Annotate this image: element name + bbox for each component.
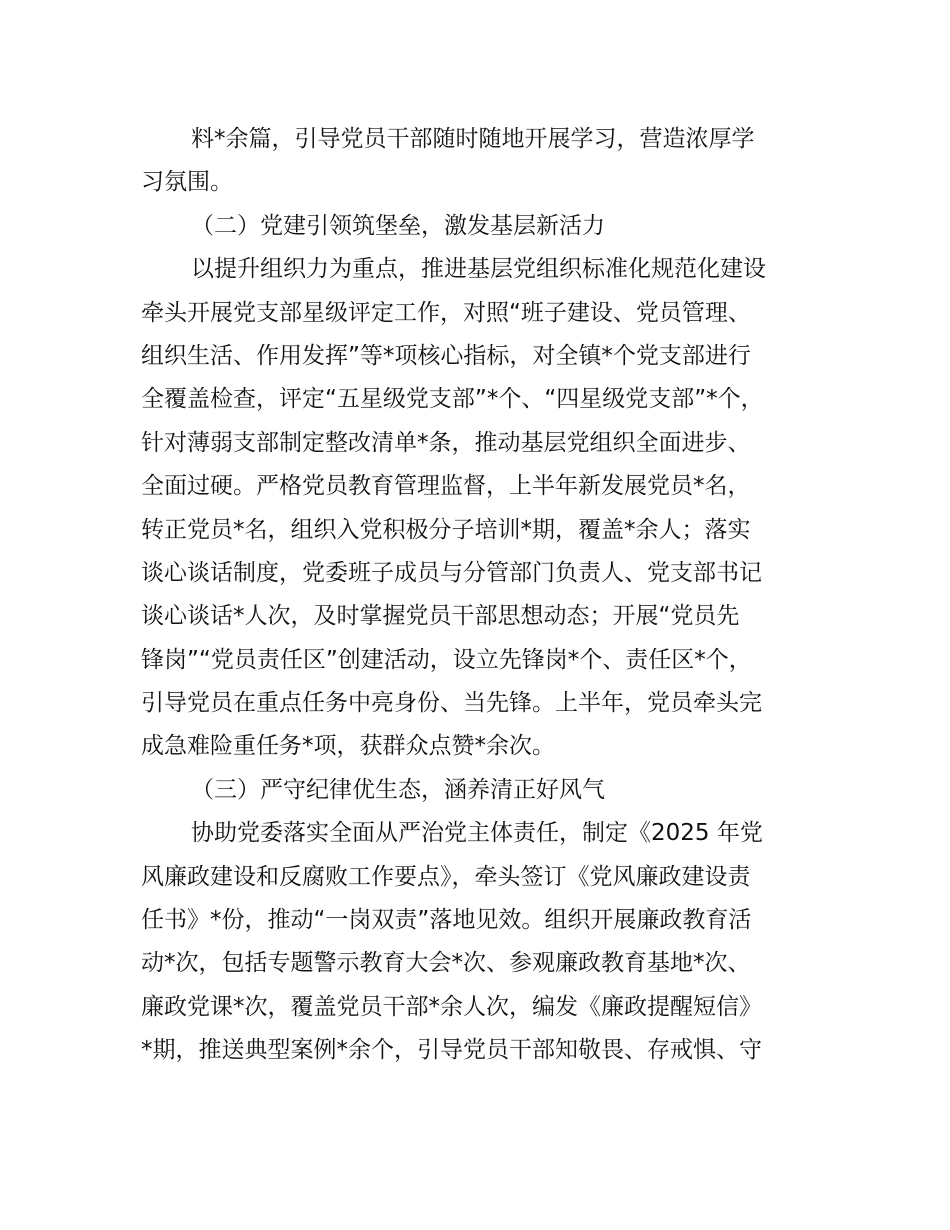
paragraph-line: 习氛围。 [141, 169, 233, 196]
paragraph-line: 任书》*份，推动“一岗双责”落地见效。组织开展廉政教育活 [141, 907, 752, 934]
paragraph-line: 风廉政建设和反腐败工作要点》，牵头签订《党风廉政建设责 [141, 863, 751, 890]
paragraph-line: *期，推送典型案例*余个，引导党员干部知敬畏、存戒惧、守 [141, 1037, 762, 1064]
paragraph-line: 谈心谈话*人次，及时掌握党员干部思想动态；开展“党员先 [141, 603, 740, 630]
paragraph-learning-atmosphere [141, 118, 841, 205]
section-heading-party-building: （二）党建引领筑堡垒，激发基层新活力 [191, 212, 605, 239]
paragraph-line: 协助党委落实全面从严治党主体责任，制定《2025 年党 [191, 820, 763, 847]
paragraph-line: 廉政党课*次，覆盖党员干部*余人次，编发《廉政提醒短信》 [141, 993, 762, 1020]
paragraph-line: 以提升组织力为重点，推进基层党组织标准化规范化建设 [191, 256, 766, 283]
paragraph-line: 组织生活、作用发挥”等*项核心指标，对全镇*个党支部进行 [141, 342, 751, 369]
paragraph-line: 针对薄弱支部制定整改清单*条，推动基层党组织全面进步、 [141, 429, 751, 456]
paragraph-line: 谈心谈话制度，党委班子成员与分管部门负责人、党支部书记 [141, 559, 762, 586]
section-heading-discipline: （三）严守纪律优生态，涵养清正好风气 [191, 776, 605, 803]
paragraph-line: 牵头开展党支部星级评定工作，对照“班子建设、党员管理、 [141, 299, 751, 326]
paragraph-line: 料*余篇，引导党员干部随时随地开展学习，营造浓厚学 [191, 126, 755, 152]
paragraph-line: 锋岗”“党员责任区”创建活动，设立先锋岗*个、责任区*个， [141, 646, 752, 673]
paragraph-discipline [141, 812, 841, 1072]
document-body [141, 118, 841, 1073]
paragraph-line: 引导党员在重点任务中亮身份、当先锋。上半年，党员牵头完 [141, 690, 762, 717]
paragraph-line: 全面过硬。严格党员教育管理监督，上半年新发展党员*名， [141, 473, 751, 500]
paragraph-line: 转正党员*名，组织入党积极分子培训*期，覆盖*余人；落实 [141, 516, 751, 543]
paragraph-line: 成急难险重任务*项，获群众点赞*余次。 [141, 733, 555, 760]
paragraph-party-building [141, 248, 841, 769]
paragraph-line: 全覆盖检查，评定“五星级党支部”*个、“四星级党支部”*个， [141, 386, 764, 413]
paragraph-line: 动*次，包括专题警示教育大会*次、参观廉政教育基地*次、 [141, 950, 751, 977]
